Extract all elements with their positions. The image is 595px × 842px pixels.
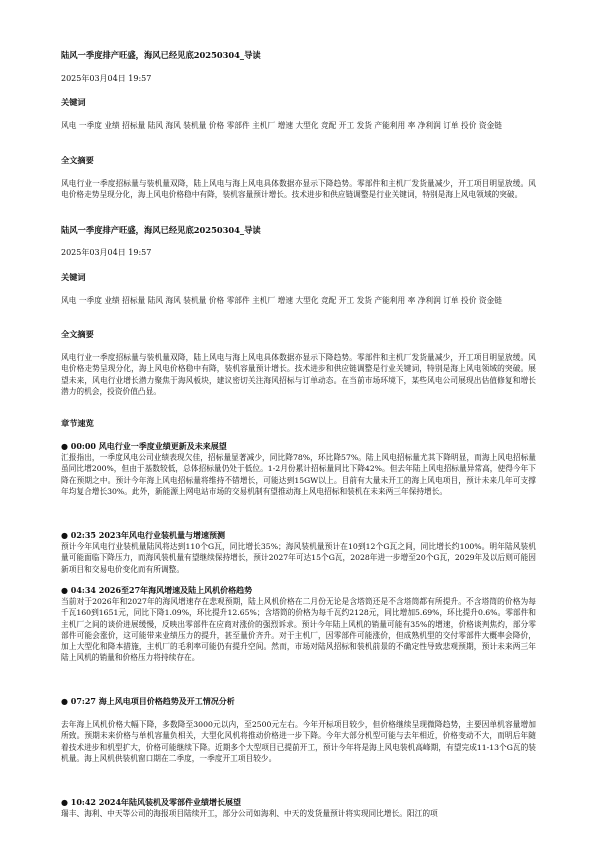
- section-body: 汇报指出，一季度风电公司业绩表现欠佳，招标量显著减少，同比降78%，环比降57%。陆上风电招标量尤其下降明显，而海上风电招标量虽同比增200%，但由于基数较低，总体招标量仍处于低位。1-2月份累计招标量同比下降42%。但去年陆上风电招标量异常高，使得今年下降在预期之中。预计今年海上风电招标量将维持不错增长，可能达到15GW以上。目前有大量未开工的海上风电项目，预计未来几年可支撑年均复合增长30%。此外，新能源上网电站市场的交易机制有望推动海上风电招标和装机在未来两三年保持增长。: [61, 453, 536, 496]
- section-body: 当前对于2026年和2027年的海风增速存在悲观预期，陆上风机价格在二月份无论是含塔筒还是不含塔筒都有所提升。不含塔筒的价格为每千瓦160到1651元，同比下降1.09%，环比提升12.65%；含塔筒的价格为每千瓦约2128元，同比增加5.69%，环比提升0.6%。零部件和主机厂之间的谈价进展缓慢，反映出零部件在应商对涨价的强烈诉求。预计今年陆上风机的销量可能有35%的增速，价格谈判焦灼，部分零部件可能会涨价，这可能带来业绩压力的提升，甚至量价齐升。对于主机厂，因零部件可能涨价，但成熟机型的交付零部件大概率会降价，加上大型化和降本措施，主机厂的毛利率可能仍有提升空间。然而，市场对陆风招标和装机前景的不确定性导致悲观预期，预计未来两三年陆上风机的销量和价格压力将持续存在。: [61, 597, 536, 663]
- doc-title-repeat: 陆风一季度排产旺盛，海风已经见底20250304_导读: [61, 225, 261, 235]
- section-heading: ● 10:42 2024年陆风装机及零部件业绩增长展望: [61, 797, 242, 807]
- section-heading: ● 00:00 风电行业一季度业绩更新及未来展望: [61, 441, 227, 451]
- doc-date: 2025年03月04日 19:57: [61, 74, 152, 83]
- summary-text: 风电行业一季度招标量与装机量双降，陆上风电与海上风电具体数据亦显示下降趋势。零部件和主机厂发货量减少，开工项目明显放缓。风电价格走势呈现分化，海上风电价格稳中有降，装机容量预计增长。技术进步和供应链调整是行业关键词，特别是海上风电领域的突破。: [61, 179, 536, 200]
- section-body: 预计今年风电行业装机量陆风将达到110个G瓦，同比增长35%；海风装机量预计在10到12个G瓦之间，同比增长约100%。明年陆风装机量可能面临下降压力，而海风装机量有望继续保持增长，预计2027年可达15个G瓦，2028年进一步增至20个G瓦，2029年及以后则可能因新项目和交易电价变化而有所调整。: [61, 542, 536, 574]
- section-body: 瑞丰、海利、中天等公司的海报项目陆续开工，部分公司如海利、中天的发货量预计将实现同比增长。阳江的项: [61, 809, 438, 818]
- section-body: 去年海上风机价格大幅下降，多数降至3000元以内，至2500元左右。今年开标项目较少，但价格继续呈现微降趋势，主要因单机容量增加所致。预期未来价格与单机容量负相关，大型化风机将推动价格进一步下降。今年大部分机型可能与去年相近，价格变动不大，而明后年随着技术进步和机型扩大，价格可能继续下降。近期多个大型项目已提前开工，预计今年将是海上风电装机高峰期，有望完成11-13个G瓦的装机量。海上风机供装机窗口期在二季度，一季度开工项目较少。: [61, 720, 536, 763]
- doc-title: 陆风一季度排产旺盛，海风已经见底20250304_导读: [61, 50, 261, 60]
- keywords-heading-repeat: 关键词: [61, 272, 86, 282]
- keywords-text-repeat: 风电 一季度 业绩 招标量 陆风 海风 装机量 价格 零部件 主机厂 增速 大型化 竞配 开工 发货 产能利用 率 净利润 订单 投价 资金链: [61, 296, 502, 305]
- chapters-heading: 章节速览: [61, 418, 94, 428]
- summary-heading: 全文摘要: [61, 155, 94, 165]
- section-heading: ● 02:35 2023年风电行业装机量与增速预测: [61, 530, 226, 540]
- keywords-text: 风电 一季度 业绩 招标量 陆风 海风 装机量 价格 零部件 主机厂 增速 大型化 竞配 开工 发货 产能利用 率 净利润 订单 投价 资金链: [61, 121, 502, 130]
- doc-date-repeat: 2025年03月04日 19:57: [61, 248, 152, 257]
- section-heading: ● 04:34 2026至27年海风增速及陆上风机价格趋势: [61, 585, 253, 595]
- summary-text-repeat: 风电行业一季度招标量与装机量双降，陆上风电与海上风电具体数据亦显示下降趋势。零部件和主机厂发货量减少，开工项目明显放缓。风电价格走势呈现分化，海上风电价格稳中有降，装机容量预计增长。技术进步和供应链调整是行业关键词，特别是海上风电领域的突破。展望未来，风电行业增长潜力聚焦于海风板块，建议密切关注海风招标与订单动态。在当前市场环境下，某些风电公司展现出估值修复和增长潜力的机会，投资价值凸显。: [61, 353, 536, 396]
- keywords-heading: 关键词: [61, 97, 86, 107]
- section-heading: ● 07:27 海上风电项目价格趋势及开工情况分析: [61, 696, 235, 706]
- summary-heading-repeat: 全文摘要: [61, 329, 94, 339]
